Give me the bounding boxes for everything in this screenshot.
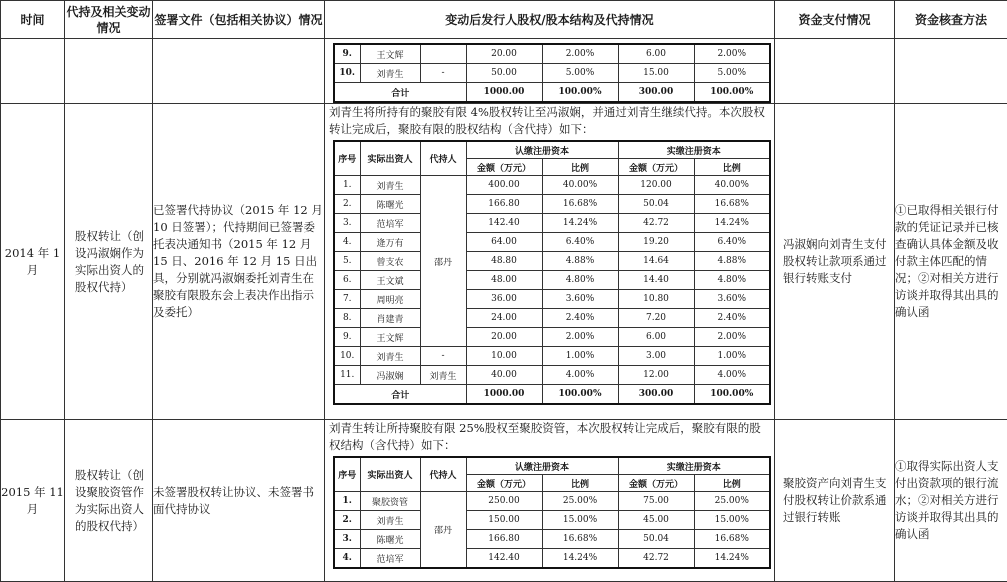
header-row — [1, 1, 1007, 39]
table-row — [334, 309, 770, 328]
col-header-investor: 实际出资人 — [360, 457, 420, 492]
cell-paid-amount: 12.00 — [618, 366, 694, 385]
col-header-amount: 金额（万元） — [618, 159, 694, 176]
cell-investor: 范培军 — [360, 549, 420, 569]
table-header-row — [334, 457, 770, 475]
row3-time: 2015 年 11 月 — [1, 420, 65, 582]
cell-subscribed-ratio: 5.00% — [542, 64, 618, 83]
cell-investor: 曾支农 — [360, 252, 420, 271]
col-header-amount: 金额（万元） — [466, 159, 542, 176]
row3-docs: 未签署股权转让协议、未签署书面代持协议 — [153, 420, 325, 582]
row2-change: 股权转让（创设冯淑娴作为实际出资人的股权代持） — [65, 104, 153, 420]
cell-no: 7. — [334, 290, 360, 309]
cell-subscribed-amount: 20.00 — [466, 328, 542, 347]
table-row — [334, 64, 770, 83]
cell-no: 5. — [334, 252, 360, 271]
cell-no: 10. — [334, 347, 360, 366]
total-label: 合计 — [334, 83, 466, 103]
row1-payment — [775, 39, 895, 104]
table-row — [334, 271, 770, 290]
cell-no: 3. — [334, 530, 360, 549]
cell-paid-ratio: 2.00% — [694, 44, 770, 64]
row2-docs: 已签署代持协议（2015 年 12 月 10 日签署）；代持期间已签署委托表决通知书（2015 年 12 月 15 日、2016 年 12 月 15 日出具，分别就冯淑娴委托刘青生在聚胶有限股东会上表决作出指示及委托） — [153, 104, 325, 420]
cell-no: 2. — [334, 195, 360, 214]
cell-subscribed-amount: 166.80 — [466, 530, 542, 549]
total-paid-ratio: 100.00% — [694, 83, 770, 103]
col-header-holder: 代持人 — [420, 141, 466, 176]
row2-payment: 冯淑娴向刘青生支付股权转让款项系通过银行转账支付 — [775, 104, 895, 420]
row1-change — [65, 39, 153, 104]
row3-change: 股权转让（创设聚胶资管作为实际出资人的股权代持） — [65, 420, 153, 582]
header-docs: 签署文件（包括相关协议）情况 — [153, 1, 325, 39]
col-header-amount: 金额（万元） — [618, 475, 694, 492]
cell-paid-amount: 6.00 — [618, 44, 694, 64]
row1-time — [1, 39, 65, 104]
cell-subscribed-ratio: 4.00% — [542, 366, 618, 385]
cell-holder: - — [420, 64, 466, 83]
table-row — [334, 176, 770, 195]
cell-paid-ratio: 16.68% — [694, 195, 770, 214]
cell-paid-ratio: 6.40% — [694, 233, 770, 252]
cell-paid-amount: 45.00 — [618, 511, 694, 530]
total-paid-amount: 300.00 — [618, 83, 694, 103]
cell-no: 1. — [334, 176, 360, 195]
cell-paid-amount: 42.72 — [618, 549, 694, 569]
cell-paid-amount: 10.80 — [618, 290, 694, 309]
row-2015-11 — [1, 420, 1007, 582]
table-row — [334, 549, 770, 569]
cell-no: 11. — [334, 366, 360, 385]
cell-paid-amount: 7.20 — [618, 309, 694, 328]
total-subscribed-amount: 1000.00 — [466, 385, 542, 405]
cell-subscribed-ratio: 4.80% — [542, 271, 618, 290]
cell-subscribed-amount: 142.40 — [466, 214, 542, 233]
cell-no: 8. — [334, 309, 360, 328]
cell-subscribed-amount: 36.00 — [466, 290, 542, 309]
cell-paid-ratio: 14.24% — [694, 549, 770, 569]
total-subscribed-amount: 1000.00 — [466, 83, 542, 103]
col-header-holder: 代持人 — [420, 457, 466, 492]
cell-subscribed-ratio: 2.40% — [542, 309, 618, 328]
cell-subscribed-amount: 40.00 — [466, 366, 542, 385]
cell-paid-amount: 42.72 — [618, 214, 694, 233]
cell-subscribed-amount: 20.00 — [466, 44, 542, 64]
cell-subscribed-ratio: 3.60% — [542, 290, 618, 309]
cell-investor: 王文辉 — [360, 328, 420, 347]
cell-paid-amount: 75.00 — [618, 492, 694, 511]
cell-investor: 王文辉 — [360, 44, 420, 64]
cell-investor: 陈曙光 — [360, 530, 420, 549]
cell-no: 4. — [334, 549, 360, 569]
cell-holder-merged: 邵丹 — [420, 176, 466, 347]
cell-paid-amount: 14.40 — [618, 271, 694, 290]
row1-structure — [325, 39, 775, 104]
table-row — [334, 366, 770, 385]
header-verify: 资金核查方法 — [895, 1, 1007, 39]
row-2014-01 — [1, 104, 1007, 420]
cell-investor: 周明亮 — [360, 290, 420, 309]
cell-no: 1. — [334, 492, 360, 511]
header-time: 时间 — [1, 1, 65, 39]
cell-investor: 逄万有 — [360, 233, 420, 252]
table-row — [334, 252, 770, 271]
cell-subscribed-ratio: 16.68% — [542, 195, 618, 214]
cell-paid-ratio: 25.00% — [694, 492, 770, 511]
cell-no: 4. — [334, 233, 360, 252]
cell-paid-amount: 120.00 — [618, 176, 694, 195]
cell-subscribed-amount: 166.80 — [466, 195, 542, 214]
table-row — [334, 511, 770, 530]
cell-investor: 刘青生 — [360, 64, 420, 83]
cell-investor: 聚胶资管 — [360, 492, 420, 511]
cell-paid-ratio: 1.00% — [694, 347, 770, 366]
table-row — [334, 347, 770, 366]
row3-verify: ①取得实际出资人支付出资款项的银行流水；②对相关方进行访谈并取得其出具的确认函 — [895, 420, 1007, 582]
table-row — [334, 328, 770, 347]
cell-investor: 范培军 — [360, 214, 420, 233]
col-header-no: 序号 — [334, 141, 360, 176]
col-header-ratio: 比例 — [542, 159, 618, 176]
cell-holder-merged: 邵丹 — [420, 492, 466, 569]
table-row — [334, 214, 770, 233]
cell-subscribed-amount: 24.00 — [466, 309, 542, 328]
cell-subscribed-ratio: 2.00% — [542, 328, 618, 347]
cell-subscribed-ratio: 25.00% — [542, 492, 618, 511]
cell-subscribed-amount: 48.00 — [466, 271, 542, 290]
cell-no: 9. — [334, 328, 360, 347]
row1-docs — [153, 39, 325, 104]
cell-subscribed-ratio: 15.00% — [542, 511, 618, 530]
row-continuation — [1, 39, 1007, 104]
col-header-ratio: 比例 — [694, 159, 770, 176]
cell-subscribed-amount: 50.00 — [466, 64, 542, 83]
cell-paid-ratio: 4.80% — [694, 271, 770, 290]
cell-subscribed-ratio: 14.24% — [542, 549, 618, 569]
cell-paid-amount: 50.04 — [618, 530, 694, 549]
cell-holder — [420, 44, 466, 64]
cell-paid-amount: 15.00 — [618, 64, 694, 83]
cell-subscribed-amount: 64.00 — [466, 233, 542, 252]
cell-investor: 刘青生 — [360, 347, 420, 366]
row2-structure — [325, 104, 775, 420]
cell-subscribed-amount: 142.40 — [466, 549, 542, 569]
cell-paid-ratio: 3.60% — [694, 290, 770, 309]
row1-equity-table — [333, 43, 771, 103]
table-row — [334, 492, 770, 511]
total-paid-ratio: 100.00% — [694, 385, 770, 405]
cell-no: 6. — [334, 271, 360, 290]
cell-investor: 陈曙光 — [360, 195, 420, 214]
col-header-subscribed: 认缴注册资本 — [466, 141, 618, 159]
cell-subscribed-ratio: 16.68% — [542, 530, 618, 549]
cell-paid-ratio: 15.00% — [694, 511, 770, 530]
cell-subscribed-amount: 250.00 — [466, 492, 542, 511]
row2-verify: ①已取得相关银行付款的凭证记录并已核查确认具体金额及收付款主体匹配的情况；②对相关方进行访谈并取得其出具的确认函 — [895, 104, 1007, 420]
total-row — [334, 385, 770, 405]
cell-investor: 王文斌 — [360, 271, 420, 290]
col-header-subscribed: 认缴注册资本 — [466, 457, 618, 475]
cell-investor: 冯淑娴 — [360, 366, 420, 385]
cell-subscribed-ratio: 1.00% — [542, 347, 618, 366]
table-row — [334, 290, 770, 309]
col-header-paid: 实缴注册资本 — [618, 141, 770, 159]
row3-equity-table — [333, 456, 771, 569]
cell-paid-amount: 3.00 — [618, 347, 694, 366]
col-header-ratio: 比例 — [694, 475, 770, 492]
header-change: 代持及相关变动情况 — [65, 1, 153, 39]
cell-subscribed-amount: 400.00 — [466, 176, 542, 195]
col-header-investor: 实际出资人 — [360, 141, 420, 176]
cell-subscribed-ratio: 6.40% — [542, 233, 618, 252]
cell-paid-amount: 50.04 — [618, 195, 694, 214]
cell-holder: - — [420, 347, 466, 366]
header-structure: 变动后发行人股权/股本结构及代持情况 — [325, 1, 775, 39]
cell-paid-amount: 14.64 — [618, 252, 694, 271]
cell-paid-amount: 6.00 — [618, 328, 694, 347]
cell-no: 9. — [334, 44, 360, 64]
row2-equity-table — [333, 140, 771, 405]
row2-time: 2014 年 1 月 — [1, 104, 65, 420]
col-header-paid: 实缴注册资本 — [618, 457, 770, 475]
cell-subscribed-ratio: 14.24% — [542, 214, 618, 233]
cell-paid-amount: 19.20 — [618, 233, 694, 252]
row2-intro: 刘青生将所持有的聚胶有限 4%股权转让至冯淑娴，并通过刘青生继续代持。本次股权转让完成后，聚胶有限的股权结构（含代持）如下： — [329, 105, 765, 136]
table-row — [334, 195, 770, 214]
total-subscribed-ratio: 100.00% — [542, 385, 618, 405]
cell-investor: 刘青生 — [360, 511, 420, 530]
total-label: 合计 — [334, 385, 466, 405]
table-row — [334, 44, 770, 64]
cell-investor: 刘青生 — [360, 176, 420, 195]
cell-paid-ratio: 2.00% — [694, 328, 770, 347]
total-paid-amount: 300.00 — [618, 385, 694, 405]
cell-paid-ratio: 4.00% — [694, 366, 770, 385]
table-row — [334, 233, 770, 252]
cell-subscribed-ratio: 40.00% — [542, 176, 618, 195]
cell-paid-ratio: 14.24% — [694, 214, 770, 233]
cell-paid-ratio: 2.40% — [694, 309, 770, 328]
table-header-row — [334, 141, 770, 159]
cell-subscribed-ratio: 2.00% — [542, 44, 618, 64]
cell-subscribed-amount: 10.00 — [466, 347, 542, 366]
row1-verify — [895, 39, 1007, 104]
cell-paid-ratio: 5.00% — [694, 64, 770, 83]
cell-subscribed-amount: 150.00 — [466, 511, 542, 530]
row3-structure — [325, 420, 775, 582]
cell-holder: 刘青生 — [420, 366, 466, 385]
total-subscribed-ratio: 100.00% — [542, 83, 618, 103]
col-header-no: 序号 — [334, 457, 360, 492]
cell-paid-ratio: 16.68% — [694, 530, 770, 549]
cell-paid-ratio: 4.88% — [694, 252, 770, 271]
col-header-amount: 金额（万元） — [466, 475, 542, 492]
cell-no: 2. — [334, 511, 360, 530]
cell-subscribed-ratio: 4.88% — [542, 252, 618, 271]
cell-no: 10. — [334, 64, 360, 83]
row3-payment: 聚胶资产向刘青生支付股权转让价款系通过银行转账 — [775, 420, 895, 582]
header-payment: 资金支付情况 — [775, 1, 895, 39]
total-row — [334, 83, 770, 103]
row3-intro: 刘青生转让所持聚胶有限 25%股权至聚胶资管，本次股权转让完成后，聚胶有限的股权结构（含代持）如下： — [329, 421, 761, 452]
cell-investor: 肖建青 — [360, 309, 420, 328]
cell-no: 3. — [334, 214, 360, 233]
table-row — [334, 530, 770, 549]
col-header-ratio: 比例 — [542, 475, 618, 492]
cell-subscribed-amount: 48.80 — [466, 252, 542, 271]
cell-paid-ratio: 40.00% — [694, 176, 770, 195]
